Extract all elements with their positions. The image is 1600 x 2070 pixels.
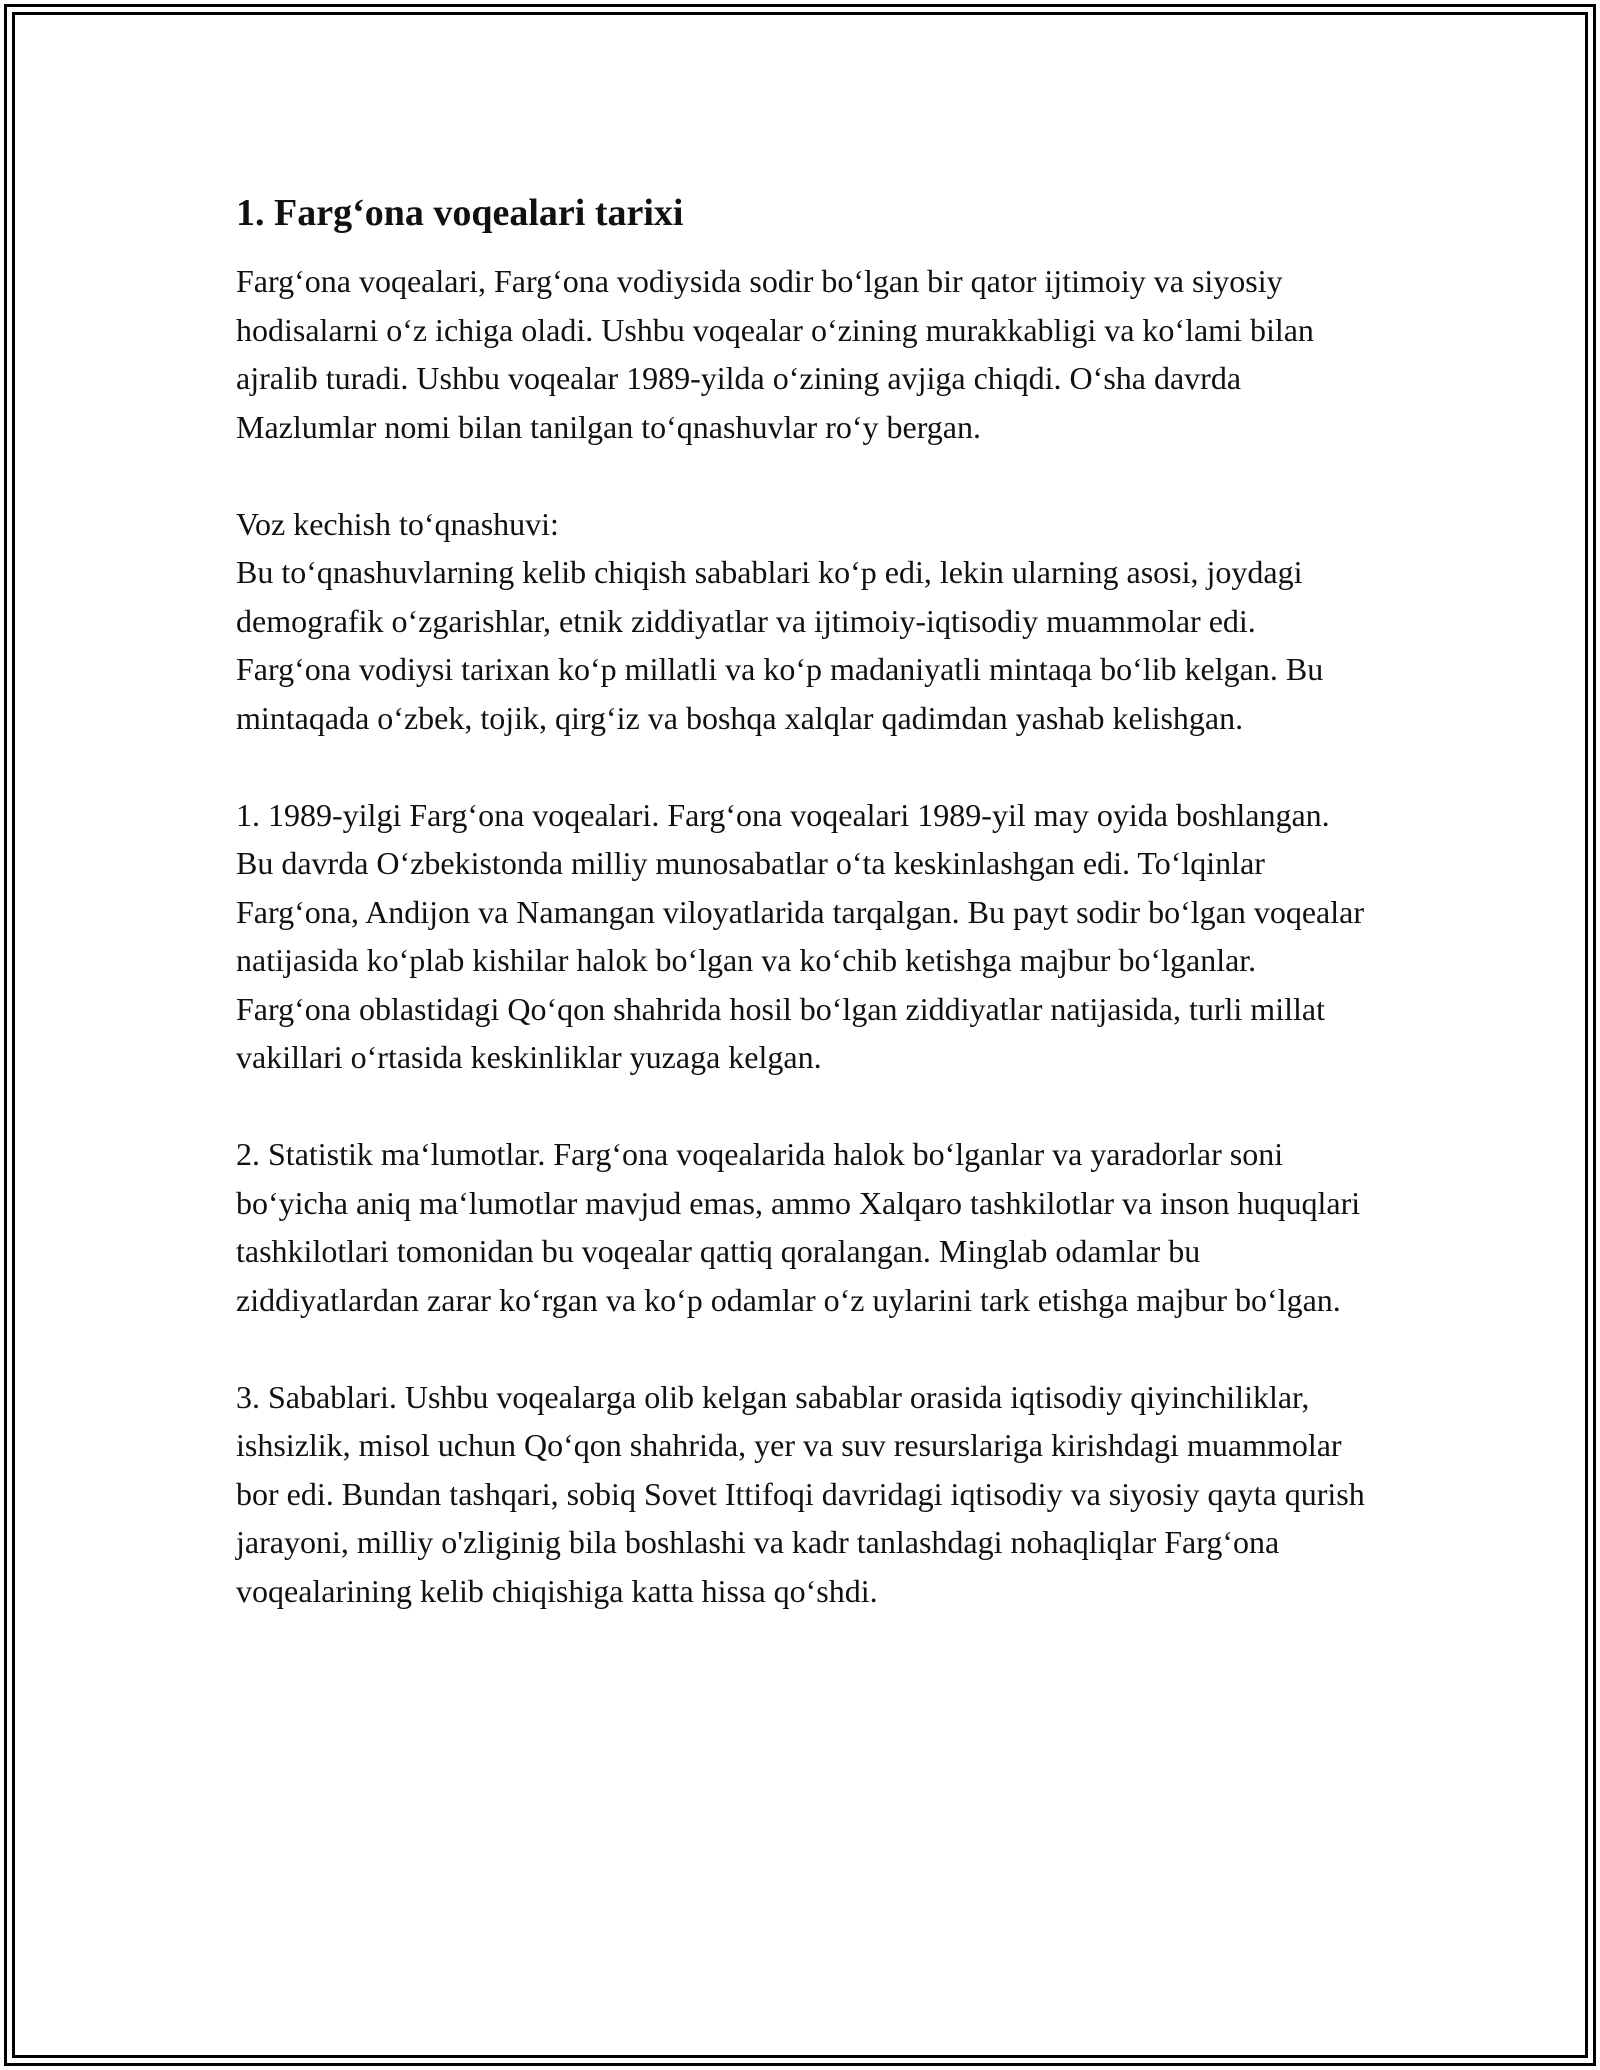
section-1-paragraph: 1. 1989-yilgi Farg‘ona voqealari. Farg‘ona voqealari 1989-yil may oyida boshlangan. Bu davrda O‘zbekistonda milliy munosabatlar o‘ta keskinlashgan edi. To‘lqinlar Farg‘ona, Andijon va Namangan viloyatlarida tarqalgan. Bu payt sodir bo‘lgan voqealar natijasida ko‘plab kishilar halok bo‘lgan va ko‘chib ketishga majbur bo‘lganlar. Farg‘ona oblastidagi Qo‘qon shahrida hosil bo‘lgan ziddiyatlar natijasida, turli millat vakillari o‘rtasida keskinliklar yuzaga kelgan. xyxy=(236,796,1364,1075)
conflict-paragraph: Bu to‘qnashuvlarning kelib chiqish sabablari ko‘p edi, lekin ularning asosi, joydagi demografik o‘zgarishlar, etnik ziddiyatlar va ijtimoiy-iqtisodiy muammolar edi. Farg‘ona vodiysi tarixan ko‘p millatli va ko‘p madaniyatli mintaqa bo‘lib kelgan. Bu mintaqada o‘zbek, tojik, qirg‘iz va boshqa xalqlar qadimdan yashab kelishgan. xyxy=(236,554,1324,736)
section-3-paragraph: 3. Sabablari. Ushbu voqealarga olib kelgan sabablar orasida iqtisodiy qiyinchiliklar, ishsizlik, misol uchun Qo‘qon shahrida, yer va suv resurslariga kirishdagi muammolar bor edi. Bundan tashqari, sobiq Sovet Ittifoqi davridagi iqtisodiy va siyosiy qayta qurish jarayoni, milliy o'zliginig bila boshlashi va kadr tanlashdagi nohaqliqlar Farg‘ona voqealarining kelib chiqishiga katta hissa qo‘shdi. xyxy=(236,1378,1365,1609)
intro-paragraph: Farg‘ona voqealari, Farg‘ona vodiysida sodir bo‘lgan bir qator ijtimoiy va siyosiy hodisalarni o‘z ichiga oladi. Ushbu voqealar o‘zining murakkabligi va ko‘lami bilan ajralib turadi. Ushbu voqealar 1989-yilda o‘zining avjiga chiqdi. O‘sha davrda Mazlumlar nomi bilan tanilgan to‘qnashuvlar ro‘y bergan. xyxy=(236,263,1314,445)
document-title: 1. Farg‘ona voqealari tarixi xyxy=(236,192,684,234)
conflict-heading: Voz kechish to‘qnashuvi: xyxy=(236,505,559,542)
document-body xyxy=(236,185,1366,1664)
section-2-paragraph: 2. Statistik ma‘lumotlar. Farg‘ona voqealarida halok bo‘lganlar va yaradorlar soni bo‘yicha aniq ma‘lumotlar mavjud emas, ammo Xalqaro tashkilotlar va inson huquqlari tashkilotlari tomonidan bu voqealar qattiq qoralangan. Minglab odamlar bu ziddiyatlardan zarar ko‘rgan va ko‘p odamlar o‘z uylarini tark etishga majbur bo‘lgan. xyxy=(236,1136,1361,1318)
